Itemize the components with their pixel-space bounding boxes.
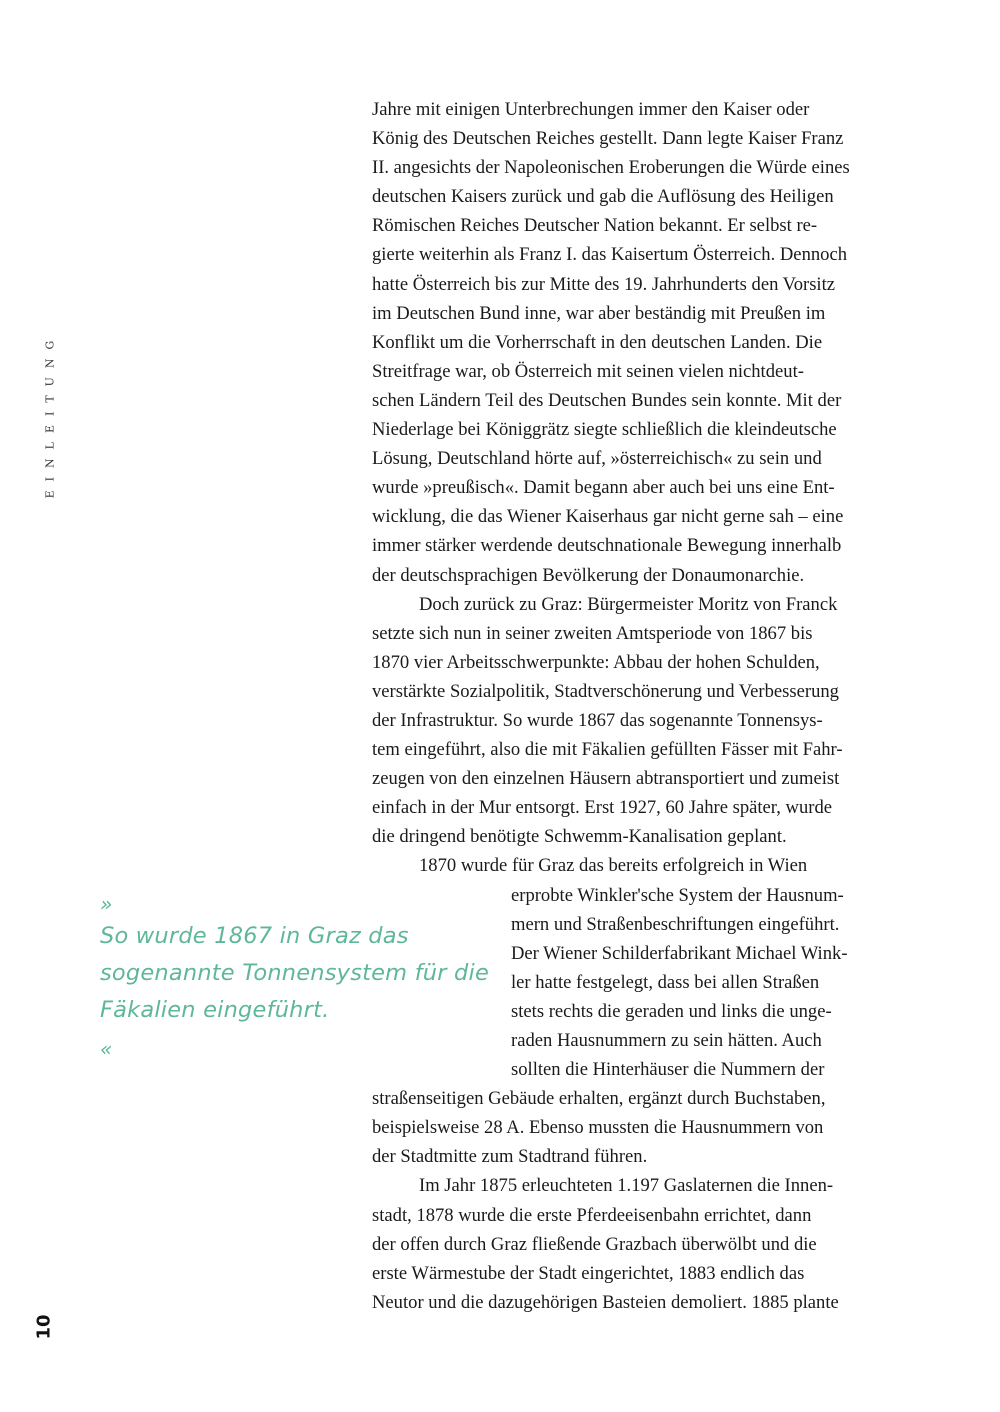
page-number [32,1312,56,1342]
body-line: Der Wiener Schilderfabrikant Michael Wink- [511,942,848,964]
body-line: II. angesichts der Napoleonischen Eroberungen die Würde eines [372,157,850,179]
body-line: ler hatte festgelegt, dass bei allen Straßen [511,971,820,993]
body-line: Im Jahr 1875 erleuchteten 1.197 Gaslaternen die Innen- [419,1175,834,1197]
body-line: mern und Straßenbeschriftungen eingeführt. [511,913,840,935]
body-line: einfach in der Mur entsorgt. Erst 1927, 60 Jahre später, wurde [372,797,833,819]
body-line: Lösung, Deutschland hörte auf, »österreichisch« zu sein und [372,448,822,470]
body-line: König des Deutschen Reiches gestellt. Dann legte Kaiser Franz [372,128,844,150]
body-line: setzte sich nun in seiner zweiten Amtsperiode von 1867 bis [372,622,813,644]
body-line: deutschen Kaisers zurück und gab die Auflösung des Heiligen [372,186,834,208]
body-line: tem eingeführt, also die mit Fäkalien gefüllten Fässer mit Fahr- [372,739,843,761]
body-line: erprobte Winkler'sche System der Hausnum- [511,884,844,906]
body-line: stadt, 1878 wurde die erste Pferdeeisenbahn errichtet, dann [372,1204,812,1226]
running-head [40,330,60,500]
body-line: schen Ländern Teil des Deutschen Bundes sein konnte. Mit der [372,389,842,411]
body-line: hatte Österreich bis zur Mitte des 19. Jahrhunderts den Vorsitz [372,273,836,295]
body-line: wurde »preußisch«. Damit begann aber auch bei uns eine Ent- [372,477,835,499]
body-line: raden Hausnummern zu sein hätten. Auch [511,1030,822,1051]
running-head-text: EINLEITUNG [43,331,57,499]
body-line: verstärkte Sozialpolitik, Stadtverschönerung und Verbesserung [372,680,839,702]
body-line: immer stärker werdende deutschnationale Bewegung innerhalb [372,535,842,557]
page-number-text: 10 [33,1314,55,1340]
pullquote-open-mark: » [100,892,113,916]
pullquote [100,890,500,1063]
pullquote-close-mark: « [100,1037,113,1061]
body-line: stets rechts die geraden und links die unge- [511,1000,832,1022]
body-line: gierte weiterhin als Franz I. das Kaisertum Österreich. Dennoch [372,244,848,266]
body-line: 1870 vier Arbeitsschwerpunkte: Abbau der hohen Schulden, [372,651,820,673]
body-line: Doch zurück zu Graz: Bürgermeister Moritz von Franck [419,593,838,615]
body-line: der offen durch Graz fließende Grazbach überwölbt und die [372,1233,817,1255]
body-line: straßenseitigen Gebäude erhalten, ergänzt durch Buchstaben, [372,1088,826,1110]
body-line: zeugen von den einzelnen Häusern abtransportiert und zumeist [372,768,840,790]
body-line: Streitfrage war, ob Österreich mit seinen vielen nichtdeut- [372,360,804,382]
body-text [372,95,900,1317]
body-line: sollten die Hinterhäuser die Nummern der [511,1059,825,1081]
pullquote-line: sogenannte Tonnensystem für die [100,960,490,986]
body-line: Niederlage bei Königgrätz siegte schließlich die kleindeutsche [372,419,837,441]
body-line: 1870 wurde für Graz das bereits erfolgreich in Wien [419,855,808,877]
body-line: erste Wärmestube der Stadt eingerichtet, 1883 endlich das [372,1262,805,1284]
body-line: Konflikt um die Vorherrschaft in den deutschen Landen. Die [372,331,823,353]
body-line: Römischen Reiches Deutscher Nation bekannt. Er selbst re- [372,215,818,237]
body-line: Neutor und die dazugehörigen Basteien demoliert. 1885 plante [372,1291,839,1313]
body-line: wicklung, die das Wiener Kaiserhaus gar nicht gerne sah – eine [372,506,844,528]
body-line: der Stadtmitte zum Stadtrand führen. [372,1146,648,1168]
body-line: beispielsweise 28 A. Ebenso mussten die Hausnummern von [372,1117,824,1139]
body-line: Jahre mit einigen Unterbrechungen immer den Kaiser oder [372,99,810,120]
pullquote-line: Fäkalien eingeführt. [100,997,330,1023]
body-line: im Deutschen Bund inne, war aber beständig mit Preußen im [372,302,826,324]
pullquote-line: So wurde 1867 in Graz das [100,923,409,949]
body-line: der deutschsprachigen Bevölkerung der Donaumonarchie. [372,564,805,586]
body-line: der Infrastruktur. So wurde 1867 das sogenannte Tonnensys- [372,709,823,731]
body-line: die dringend benötigte Schwemm-Kanalisation geplant. [372,826,787,848]
